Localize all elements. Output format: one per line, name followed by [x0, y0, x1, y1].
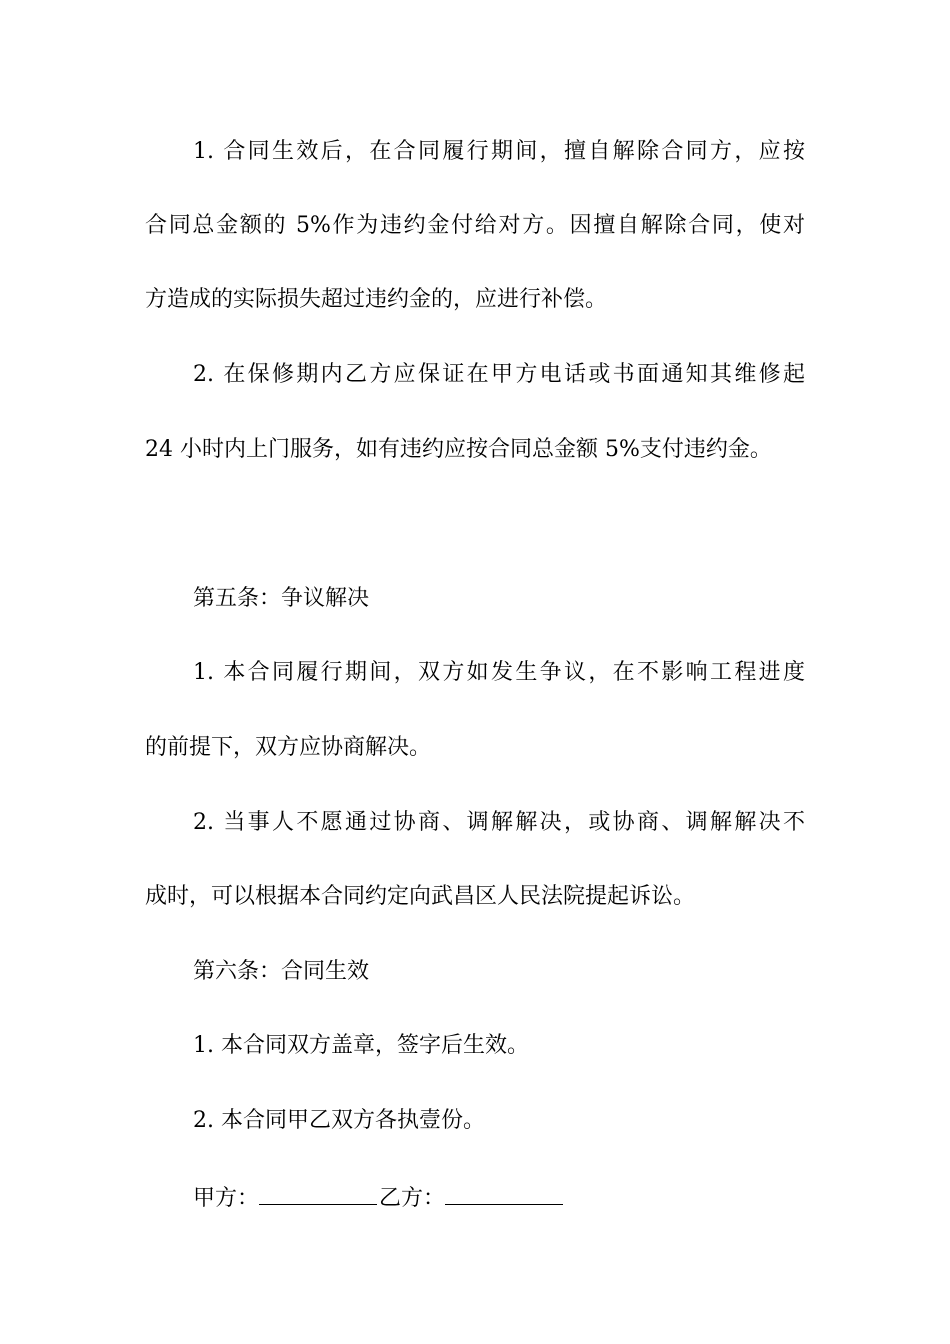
article4-clause1-line2: 合同总金额的 5%作为违约金付给对方。因擅自解除合同，使对: [145, 213, 805, 238]
article6-heading: 第六条：合同生效: [193, 959, 370, 984]
article6-clause1: 1. 本合同双方盖章，签字后生效。: [193, 1033, 529, 1058]
article4-clause2-line2: 24 小时内上门服务，如有违约应按合同总金额 5%支付违约金。: [145, 437, 772, 462]
party-a-signature-blank: [259, 1180, 377, 1205]
article4-clause1-line3: 方造成的实际损失超过违约金的，应进行补偿。: [145, 287, 608, 312]
article5-clause2-line1: 2. 当事人不愿通过协商、调解解决，或协商、调解解决不: [193, 810, 805, 835]
article5-heading: 第五条：争议解决: [193, 586, 370, 611]
article4-clause1-line1: 1. 合同生效后，在合同履行期间，擅自解除合同方，应按: [193, 139, 805, 164]
article6-clause2: 2. 本合同甲乙双方各执壹份。: [193, 1108, 485, 1133]
article5-clause1-line1: 1. 本合同履行期间，双方如发生争议，在不影响工程进度: [193, 660, 805, 685]
party-b-label: 乙方：: [379, 1186, 446, 1211]
article4-clause2-line1: 2. 在保修期内乙方应保证在甲方电话或书面通知其维修起: [193, 362, 805, 387]
party-b-signature-blank: [445, 1180, 563, 1205]
article5-clause1-line2: 的前提下，双方应协商解决。: [145, 735, 432, 760]
party-a-label: 甲方：: [193, 1186, 260, 1211]
signature-line: [193, 1180, 565, 1214]
article5-clause2-line2: 成时，可以根据本合同约定向武昌区人民法院提起诉讼。: [145, 884, 696, 909]
